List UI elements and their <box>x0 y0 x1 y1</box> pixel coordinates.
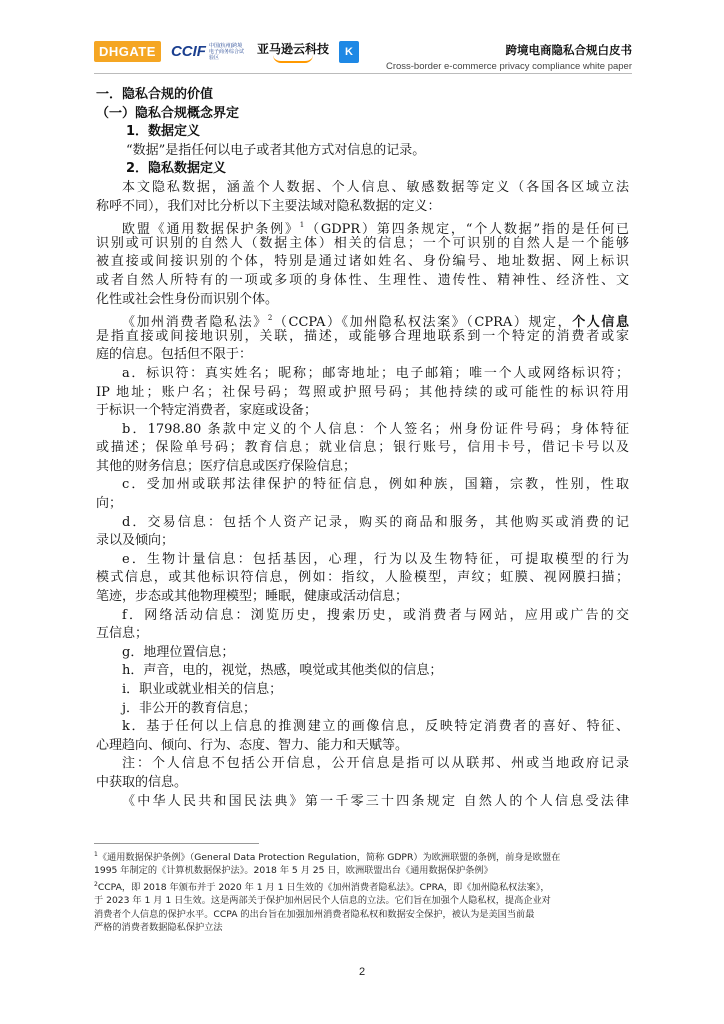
document-body <box>96 86 629 811</box>
footnote-2 <box>94 878 630 894</box>
list-item-a: a．标识符：真实姓名；昵称；邮寄地址；电子邮箱；唯一个人或网络标识符； <box>122 365 629 381</box>
ccpa-title: 《加州消费者隐私法》 <box>122 315 268 331</box>
ccif-logo <box>171 43 247 61</box>
footnote-2-cont: 消费者个人信息的保护水平。CCPA 的出台旨在加强加州消费者隐私权和数据安全保护，被认为是美国当前最 <box>94 908 535 920</box>
aws-smile-icon <box>273 55 313 63</box>
footnote-divider <box>94 843 259 844</box>
header-divider <box>94 73 632 74</box>
personal-info-term: 个人信息 <box>572 315 629 331</box>
list-item-e-cont: 笔迹，步态或其他物理模型；睡眠，健康或活动信息； <box>96 589 409 605</box>
paragraph-line: 是指直接或间接地识别，关联，描述，或能够合理地联系到一个特定的消费者或家 <box>96 328 629 344</box>
civil-code-paragraph: 《中华人民共和国民法典》第一千零三十四条规定 自然人的个人信息受法律 <box>122 793 629 809</box>
list-item-f-cont: 互信息； <box>96 626 149 642</box>
footnotes <box>94 848 630 934</box>
paragraph-line <box>96 309 629 331</box>
footnote-1-cont: 1995 年制定的《计算机数据保护法》。2018 年 5 月 25 日，欧洲联盟出台《通用数据保护条例》 <box>94 865 493 877</box>
ccif-logo-subtitle: 中国(杭州)跨境电子商务综合试验区 <box>208 42 244 61</box>
partner-logos <box>94 40 359 63</box>
document-title-en: Cross-border e-commerce privacy compliance white paper <box>385 61 632 72</box>
list-item-g: g．地理位置信息； <box>122 644 235 660</box>
paragraph-line: 识别或可识别的自然人（数据主体）相关的信息；一个可识别的自然人是一个能够 <box>96 235 629 251</box>
list-item-c-cont: 向； <box>96 496 123 512</box>
footnote-1-text: 《通用数据保护条例》（General Data Protection Regulation，简称 GDPR）为欧洲联盟的条例，前身是欧盟在 <box>97 852 561 863</box>
paragraph-line: 化性或社会性身份而识别个体。 <box>96 291 279 307</box>
footnote-1 <box>94 848 630 864</box>
paragraph-line: 被直接或间接识别的个体，特别是通过诸如姓名、身份编号、地址数据、网上标识 <box>96 254 629 270</box>
list-item-i: i．职业或就业相关的信息； <box>122 682 283 697</box>
item-heading-privacy-data-definition: 2．隐私数据定义 <box>126 161 227 177</box>
footnote-1-marker: 1 <box>94 851 98 858</box>
list-item-j: j．非公开的教育信息； <box>122 700 257 716</box>
list-item-b-cont: 其他的财务信息；医疗信息或医疗保险信息； <box>96 458 357 474</box>
aws-logo <box>257 40 329 63</box>
list-item-h: h．声音，电的，视觉，热感，嗅觉或其他类似的信息； <box>122 663 443 679</box>
aws-logo-text: 亚马逊云科技 <box>256 42 329 56</box>
item-heading-data-definition: 1．数据定义 <box>126 124 201 140</box>
footnote-2-text: CCPA，即 2018 年颁布并于 2020 年 1 月 1 日生效的《加州消费者隐私法》。CPRA，即《加州隐私权法案》， <box>97 881 550 893</box>
list-item-k: k．基于任何以上信息的推测建立的画像信息，反映特定消费者的喜好、特征、 <box>122 719 629 735</box>
list-item-d-cont: 录以及倾向； <box>96 533 175 549</box>
subsection-heading: （一）隐私合规概念界定 <box>96 105 240 121</box>
list-item-e-cont: 模式信息，或其他标识符信息，例如：指纹，人脸模型，声纹；虹膜、视网膜扫描； <box>96 570 629 586</box>
footnote-2-marker: 2 <box>94 880 98 888</box>
page-header <box>0 0 724 76</box>
footnote-2-cont: 严格的消费者数据隐私保护立法 <box>94 922 223 934</box>
footnote-2-cont: 于 2023 年 1 月 1 日生效。这是两部关于保护加州居民个人信息的立法。它们旨在加强个人隐私权，提高企业对 <box>94 895 551 907</box>
list-item-k-cont: 心理趋向、倾向、行为、态度、智力、能力和天赋等。 <box>96 737 409 753</box>
paragraph-line: 称呼不同），我们对比分析以下主要法域对隐私数据的定义： <box>96 198 441 214</box>
footnote-ref-2: 2 <box>267 314 273 323</box>
page-number: 2 <box>358 966 366 978</box>
paragraph-line: 或者自然人所特有的一项或多项的身体性、生理性、遗传性、精神性、经济性、文 <box>96 272 629 288</box>
ccpa-text: （CCPA）《加州隐私权法案》（CPRA）规定， <box>272 315 573 331</box>
list-item-d: d．交易信息：包括个人资产记录，购买的商品和服务，其他购买或消费的记 <box>122 514 629 530</box>
dhgate-logo: DHGATE <box>94 41 161 62</box>
note-paragraph: 注：个人信息不包括公开信息，公开信息是指可以从联邦、州或当地政府记录 <box>122 756 629 772</box>
footnote-ref-1: 1 <box>299 221 305 230</box>
paragraph-line: 庭的信息。包括但不限于： <box>96 347 253 363</box>
list-item-f: f．网络活动信息：浏览历史，搜索历史，或消费者与网站，应用或广告的交 <box>122 607 629 623</box>
paragraph-line: “数据”是指任何以电子或者其他方式对信息的记录。 <box>126 142 426 158</box>
gdpr-title: 欧盟《通用数据保护条例》 <box>122 222 300 238</box>
document-title <box>386 42 632 72</box>
section-heading: 一．隐私合规的价值 <box>96 87 214 102</box>
note-paragraph-cont: 中获取的信息。 <box>96 774 188 790</box>
document-title-cn: 跨境电商隐私合规白皮书 <box>505 43 632 57</box>
paragraph-line: 本文隐私数据，涵盖个人数据、个人信息、敏感数据等定义（各国各区域立法 <box>122 179 629 195</box>
list-item-e: e．生物计量信息：包括基因，心理，行为以及生物特征，可提取模型的行为 <box>122 551 629 567</box>
list-item-a-cont: 于标识一个特定消费者，家庭或设备； <box>96 403 318 419</box>
list-item-c: c．受加州或联邦法律保护的特征信息，例如种族，国籍，宗教，性别，性取 <box>122 477 629 493</box>
list-item-b: b．1798.80 条款中定义的个人信息：个人签名；州身份证件号码；身体特征 <box>122 421 629 437</box>
gdpr-text: （GDPR）第四条规定，“个人数据”指的是任何已 <box>304 222 629 238</box>
list-item-a-cont: IP 地址；账户名；社保号码；驾照或护照号码；其他持续的或可能性的标识符用 <box>96 384 629 400</box>
k-logo: K <box>339 41 359 63</box>
paragraph-line <box>96 216 629 238</box>
ccif-logo-mark: CCIF <box>170 43 206 60</box>
list-item-b-cont: 或描述；保险单号码；教育信息；就业信息；银行账号，信用卡号，借记卡号以及 <box>96 440 629 456</box>
